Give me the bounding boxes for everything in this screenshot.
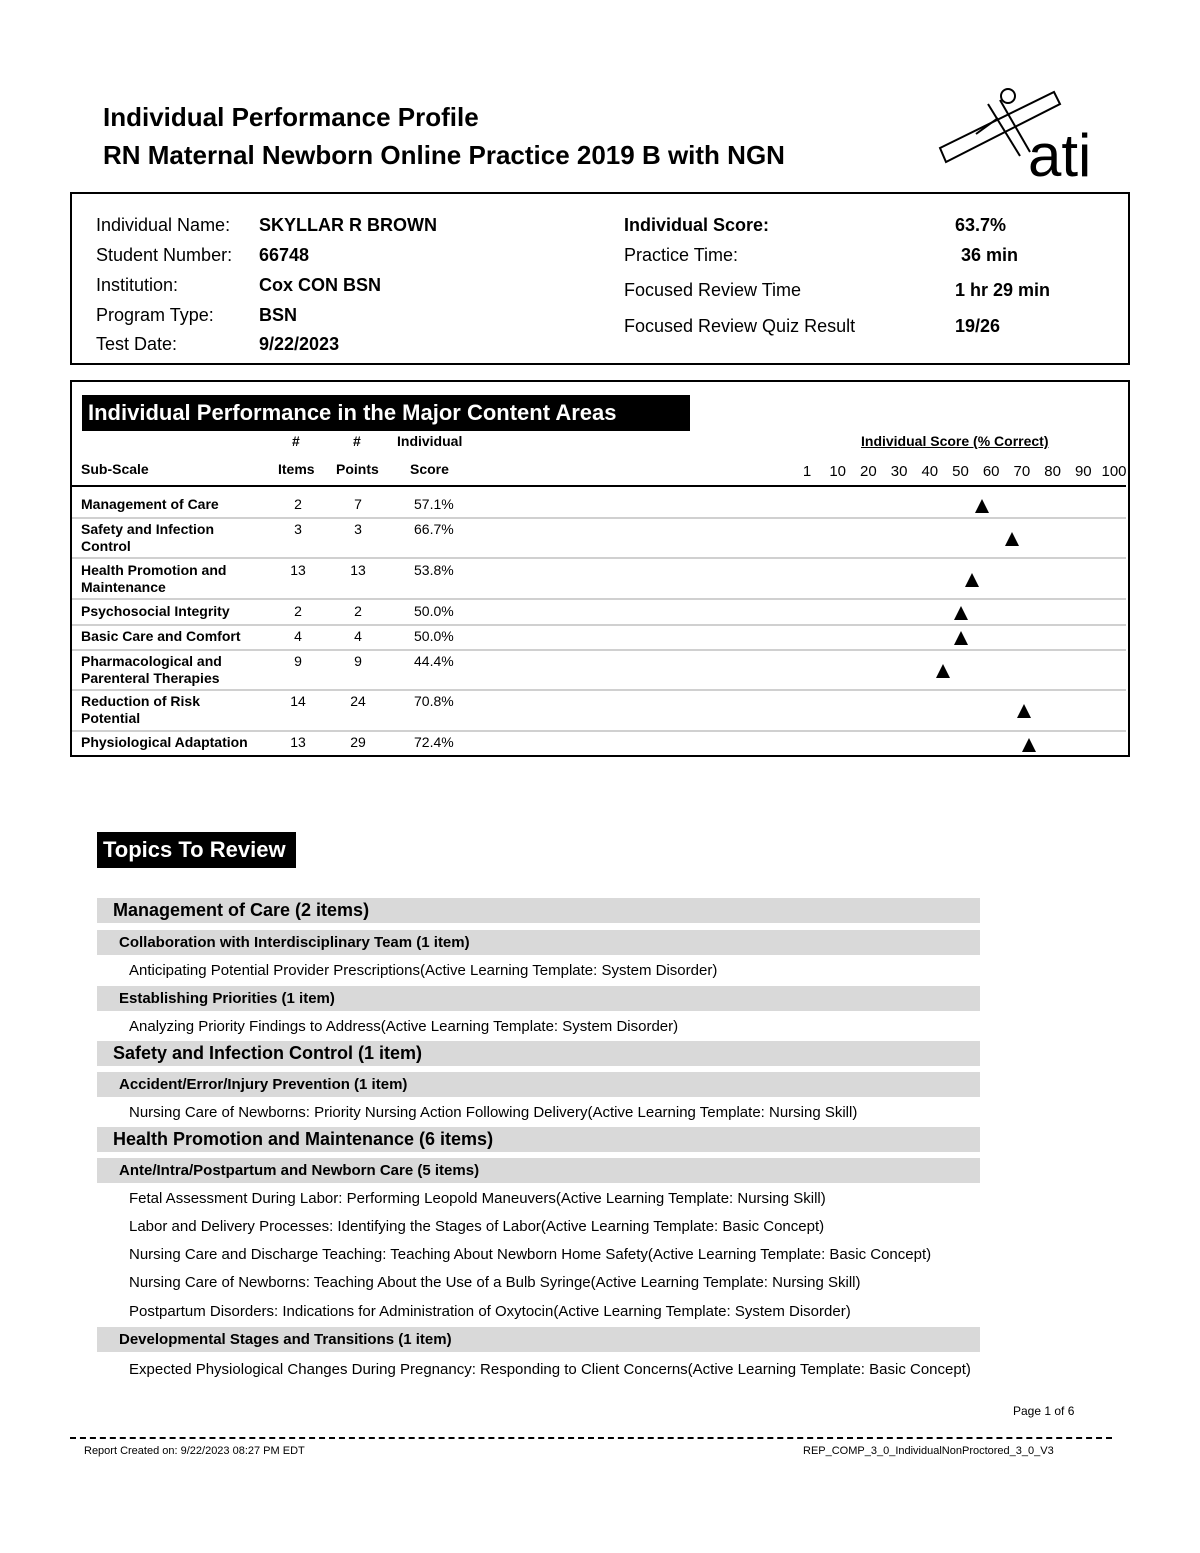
col-items-label: Items (278, 461, 315, 477)
ati-logo (936, 86, 1106, 182)
col-score-label: Score (410, 461, 449, 477)
topic-item: Analyzing Priority Findings to Address(Active Learning Template: System Disorder) (129, 1018, 679, 1035)
subscale-score: 72.4% (414, 734, 454, 750)
subscale-score: 57.1% (414, 496, 454, 512)
subscale-points: 4 (354, 628, 362, 644)
score-marker (954, 606, 968, 620)
info-label: Institution: (96, 275, 179, 295)
subscale-items: 14 (290, 693, 306, 709)
topic-subcategory: Ante/Intra/Postpartum and Newborn Care (5 items) (97, 1158, 980, 1183)
test-name: RN Maternal Newborn Online Practice 2019 B with NGN (103, 140, 785, 170)
footer-rule (70, 1437, 1112, 1439)
subscale-items: 2 (294, 603, 302, 619)
info-value: 19/26 (955, 316, 1001, 336)
subscale-points: 2 (354, 603, 362, 619)
topic-category: Health Promotion and Maintenance (6 items) (97, 1127, 980, 1152)
row-divider (72, 517, 1126, 519)
subscale-points: 24 (350, 693, 366, 709)
info-label: Student Number: (96, 245, 233, 265)
topic-category: Management of Care (2 items) (97, 898, 980, 923)
subscale-items: 9 (294, 653, 302, 669)
subscale-points: 7 (354, 496, 362, 512)
subscale-items: 4 (294, 628, 302, 644)
row-divider (72, 624, 1126, 626)
subscale-items: 13 (290, 562, 306, 578)
col-points-label: Points (336, 461, 379, 477)
topic-item: Fetal Assessment During Labor: Performing Leopold Maneuvers(Active Learning Template: Nursing Skill) (129, 1190, 826, 1207)
info-value: BSN (259, 305, 298, 325)
score-tick: 60 (982, 463, 1000, 480)
topic-subcategory: Accident/Error/Injury Prevention (1 item) (97, 1072, 980, 1097)
score-axis-title: Individual Score (% Correct) (861, 433, 1049, 449)
logo-text: ati (1028, 122, 1092, 182)
subscale-name: Management of Care (81, 496, 219, 512)
col-score-top: Individual (397, 433, 463, 449)
info-value: SKYLLAR R BROWN (259, 215, 437, 235)
topic-subcategory: Collaboration with Interdisciplinary Team (1 item) (97, 930, 980, 955)
subscale-score: 66.7% (414, 521, 454, 537)
row-divider (72, 649, 1126, 651)
info-label: Focused Review Time (624, 280, 802, 300)
score-tick: 10 (829, 463, 847, 480)
subscale-score: 50.0% (414, 628, 454, 644)
row-divider (72, 730, 1126, 732)
topic-item: Labor and Delivery Processes: Identifying the Stages of Labor(Active Learning Template: Basic Concept) (129, 1218, 825, 1235)
score-marker (1017, 704, 1031, 718)
info-label: Practice Time: (624, 245, 739, 265)
score-tick: 100 (1101, 463, 1127, 480)
score-marker (936, 664, 950, 678)
score-marker (1022, 738, 1036, 752)
subscale-score: 53.8% (414, 562, 454, 578)
topic-item: Anticipating Potential Provider Prescriptions(Active Learning Template: System Disorder) (129, 962, 718, 979)
score-tick: 80 (1044, 463, 1061, 480)
score-tick: 90 (1074, 463, 1092, 480)
info-label: Focused Review Quiz Result (624, 316, 856, 336)
score-marker (965, 573, 979, 587)
score-tick: 20 (860, 463, 877, 480)
score-tick: 30 (890, 463, 908, 480)
subscale-score: 50.0% (414, 603, 454, 619)
subscale-items: 3 (294, 521, 302, 537)
info-label: Test Date: (96, 334, 178, 354)
subscale-name: Psychosocial Integrity (81, 603, 230, 619)
subscale-items: 2 (294, 496, 302, 512)
col-subscale-label: Sub-Scale (81, 461, 149, 477)
report-created: Report Created on: 9/22/2023 08:27 PM EDT (84, 1445, 305, 1457)
info-label: Individual Name: (96, 215, 231, 235)
score-tick: 40 (921, 463, 939, 480)
topic-item: Expected Physiological Changes During Pregnancy: Responding to Client Concerns(Active Learning Template: Basic Concept) (129, 1361, 971, 1378)
subscale-name: Reduction of Risk Potential (81, 693, 201, 726)
score-marker (1005, 532, 1019, 546)
subscale-score: 70.8% (414, 693, 454, 709)
subscale-items: 13 (290, 734, 306, 750)
info-label: Program Type: (96, 305, 214, 325)
row-divider (72, 557, 1126, 559)
subscale-name: Pharmacological and Parenteral Therapies (81, 653, 222, 686)
topic-item: Nursing Care and Discharge Teaching: Teaching About Newborn Home Safety(Active Learning Template: Basic Concept) (129, 1246, 932, 1263)
topic-category: Safety and Infection Control (1 item) (97, 1041, 980, 1066)
subscale-name: Health Promotion and Maintenance (81, 562, 227, 595)
subscale-name: Basic Care and Comfort (81, 628, 241, 644)
topic-item: Postpartum Disorders: Indications for Administration of Oxytocin(Active Learning Template: System Disorder) (129, 1303, 851, 1320)
report-code: REP_COMP_3_0_IndividualNonProctored_3_0_V3 (803, 1445, 1054, 1457)
report-title: Individual Performance Profile (103, 102, 479, 132)
subscale-name: Safety and Infection Control (81, 521, 215, 554)
topics-heading: Topics To Review (97, 832, 296, 868)
info-value: 66748 (259, 245, 310, 265)
performance-heading: Individual Performance in the Major Content Areas (82, 395, 690, 431)
info-value: Cox CON BSN (259, 275, 382, 295)
info-label: Individual Score: (624, 215, 770, 235)
subscale-points: 3 (354, 521, 362, 537)
score-tick: 1 (802, 463, 812, 480)
subscale-points: 9 (354, 653, 362, 669)
row-divider (72, 598, 1126, 600)
header-rule (72, 485, 1126, 487)
topic-item: Nursing Care of Newborns: Teaching About the Use of a Bulb Syringe(Active Learning Template: Nursing Skill) (129, 1274, 861, 1291)
info-value: 36 min (961, 245, 1019, 265)
subscale-name: Physiological Adaptation (81, 734, 248, 750)
topic-subcategory: Establishing Priorities (1 item) (97, 986, 980, 1011)
score-tick: 70 (1013, 463, 1031, 480)
row-divider (72, 689, 1126, 691)
subscale-points: 29 (350, 734, 366, 750)
score-tick: 50 (952, 463, 969, 480)
info-value: 63.7% (955, 215, 1007, 235)
col-points-hash: # (353, 433, 361, 449)
subscale-score: 44.4% (414, 653, 454, 669)
score-marker (954, 631, 968, 645)
info-value: 1 hr 29 min (955, 280, 1051, 300)
topic-item: Nursing Care of Newborns: Priority Nursing Action Following Delivery(Active Learning Template: Nursing Skill) (129, 1104, 858, 1121)
page-number: Page 1 of 6 (1013, 1404, 1075, 1418)
topic-subcategory: Developmental Stages and Transitions (1 item) (97, 1327, 980, 1352)
col-items-hash: # (292, 433, 300, 449)
subscale-points: 13 (350, 562, 366, 578)
score-marker (975, 499, 989, 513)
info-value: 9/22/2023 (259, 334, 340, 354)
